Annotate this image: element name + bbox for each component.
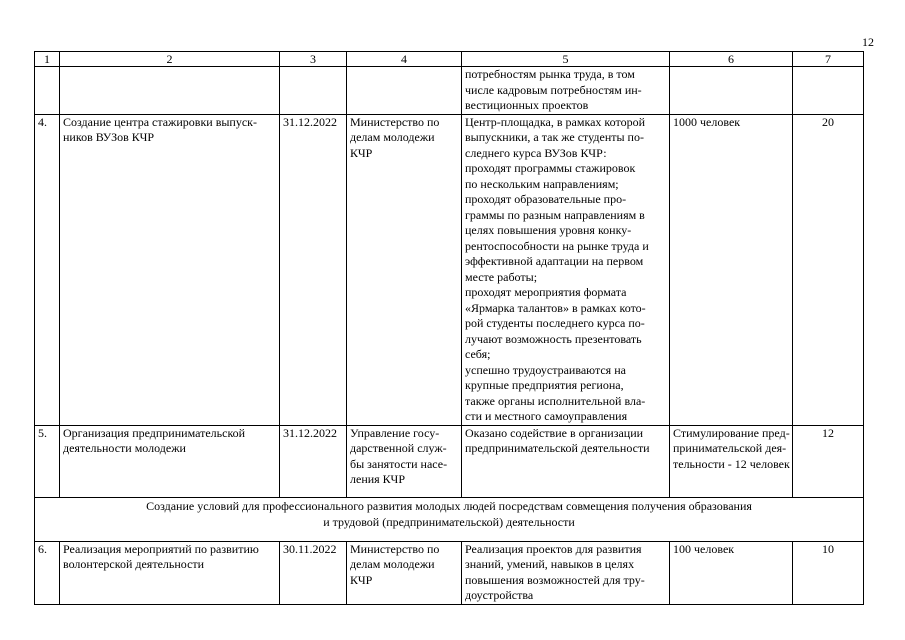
text-line: волонтерской деятельности xyxy=(63,557,205,571)
deadline-cell: 31.12.2022 xyxy=(280,425,347,497)
text-line: лучают возможность презентовать xyxy=(465,331,642,346)
text-line: бы занятости насе- xyxy=(350,456,448,471)
activity-name-cell xyxy=(60,114,280,425)
text-line: месте работы; xyxy=(465,269,538,284)
text-line: эффективной адаптации на первом xyxy=(465,254,644,268)
text-line: «Ярмарка талантов» в рамках кото- xyxy=(465,300,646,315)
section-title-row xyxy=(35,497,864,541)
column-numbers-row xyxy=(35,52,864,67)
deadline-cell: 30.11.2022 xyxy=(280,541,347,604)
text-line: проходят образовательные про- xyxy=(465,192,627,206)
expected-result-cell xyxy=(462,114,670,425)
text-line: тельности - 12 человек xyxy=(673,456,790,471)
column-number: 4 xyxy=(347,52,462,67)
text-line: Создание центра стажировки выпуск- xyxy=(63,114,257,129)
cell-empty xyxy=(347,67,462,115)
continuation-row xyxy=(35,67,864,115)
text-line: принимательской дея- xyxy=(673,441,787,455)
cell-empty xyxy=(60,67,280,115)
text-line: Создание условий для профессионального развития молодых людей посредствам совмещения получения образования xyxy=(146,498,752,513)
text-line: КЧР xyxy=(350,145,373,160)
value-cell: 10 xyxy=(793,541,864,604)
text-line: по нескольким направлениям; xyxy=(465,176,619,191)
row-number: 6. xyxy=(35,541,60,604)
value-cell: 12 xyxy=(793,425,864,497)
column-number: 7 xyxy=(793,52,864,67)
text-line: Министерство по xyxy=(350,541,440,556)
text-line: Реализация проектов для развития xyxy=(465,541,642,556)
text-line: Оказано содействие в организации xyxy=(465,425,644,440)
cell-empty xyxy=(670,67,793,115)
indicator-cell xyxy=(670,541,793,604)
text-line: рентоспособности на рынке труда и xyxy=(465,238,649,253)
text-line: Реализация мероприятий по развитию xyxy=(63,541,259,556)
cell-empty xyxy=(793,67,864,115)
column-number: 5 xyxy=(462,52,670,67)
text-line: Стимулирование пред- xyxy=(673,425,790,440)
text-line: Министерство по xyxy=(350,114,440,129)
executor-cell xyxy=(347,114,462,425)
activity-name-cell xyxy=(60,425,280,497)
text-line: вестиционных проектов xyxy=(465,98,589,112)
text-line: целях повышения уровня конку- xyxy=(465,223,632,237)
text-line: крупные предприятия региона, xyxy=(465,378,624,392)
text-line: себя; xyxy=(465,347,491,361)
text-line: 100 человек xyxy=(673,541,735,556)
text-line: Организация предпринимательской xyxy=(63,425,246,440)
table-row xyxy=(35,425,864,497)
text-line: Центр-площадка, в рамках которой xyxy=(465,114,645,129)
cell-empty xyxy=(280,67,347,115)
deadline-cell: 31.12.2022 xyxy=(280,114,347,425)
text-line: ления КЧР xyxy=(350,472,405,486)
section-title xyxy=(35,497,864,541)
plan-table xyxy=(34,51,864,605)
text-line: повышения возможностей для тру- xyxy=(465,572,645,587)
text-line: Управление госу- xyxy=(350,425,440,440)
text-line: деятельности молодежи xyxy=(63,441,186,455)
text-line: рой студенты последнего курса по- xyxy=(465,316,645,330)
indicator-cell xyxy=(670,425,793,497)
column-number: 6 xyxy=(670,52,793,67)
text-line: проходят программы стажировок xyxy=(465,161,636,175)
row-number: 5. xyxy=(35,425,60,497)
activity-name-cell xyxy=(60,541,280,604)
text-line: успешно трудоустраиваются на xyxy=(465,362,626,377)
row-number: 4. xyxy=(35,114,60,425)
table-row xyxy=(35,114,864,425)
column-number: 1 xyxy=(35,52,60,67)
expected-result-cell xyxy=(462,425,670,497)
text-line: делам молодежи xyxy=(350,557,435,571)
text-line: знаний, умений, навыков в целях xyxy=(465,557,635,571)
text-line: предпринимательской деятельности xyxy=(465,441,650,455)
column-number: 3 xyxy=(280,52,347,67)
text-line: следнего курса ВУЗов КЧР: xyxy=(465,145,607,160)
text-line: также органы исполнительной вла- xyxy=(465,393,646,408)
table-row xyxy=(35,541,864,604)
continuation-content-cell xyxy=(462,67,670,115)
text-line: и трудовой (предпринимательской) деятельности xyxy=(323,514,575,529)
text-line: потребностям рынка труда, в том xyxy=(465,67,635,81)
text-line: граммы по разным направлениям в xyxy=(465,207,645,222)
cell-empty xyxy=(35,67,60,115)
text-line: проходят мероприятия формата xyxy=(465,285,627,299)
text-line: ников ВУЗов КЧР xyxy=(63,130,155,144)
executor-cell xyxy=(347,425,462,497)
indicator-cell xyxy=(670,114,793,425)
text-line: 1000 человек xyxy=(673,114,741,129)
text-line: числе кадровым потребностям ин- xyxy=(465,82,642,97)
executor-cell xyxy=(347,541,462,604)
column-number: 2 xyxy=(60,52,280,67)
page-number: 12 xyxy=(862,35,874,49)
text-line: доустройства xyxy=(465,588,534,602)
expected-result-cell xyxy=(462,541,670,604)
text-line: сти и местного самоуправления xyxy=(465,409,628,423)
text-line: выпускники, а так же студенты по- xyxy=(465,130,644,144)
text-line: КЧР xyxy=(350,572,373,587)
value-cell: 20 xyxy=(793,114,864,425)
text-line: дарственной служ- xyxy=(350,441,447,455)
text-line: делам молодежи xyxy=(350,130,435,144)
